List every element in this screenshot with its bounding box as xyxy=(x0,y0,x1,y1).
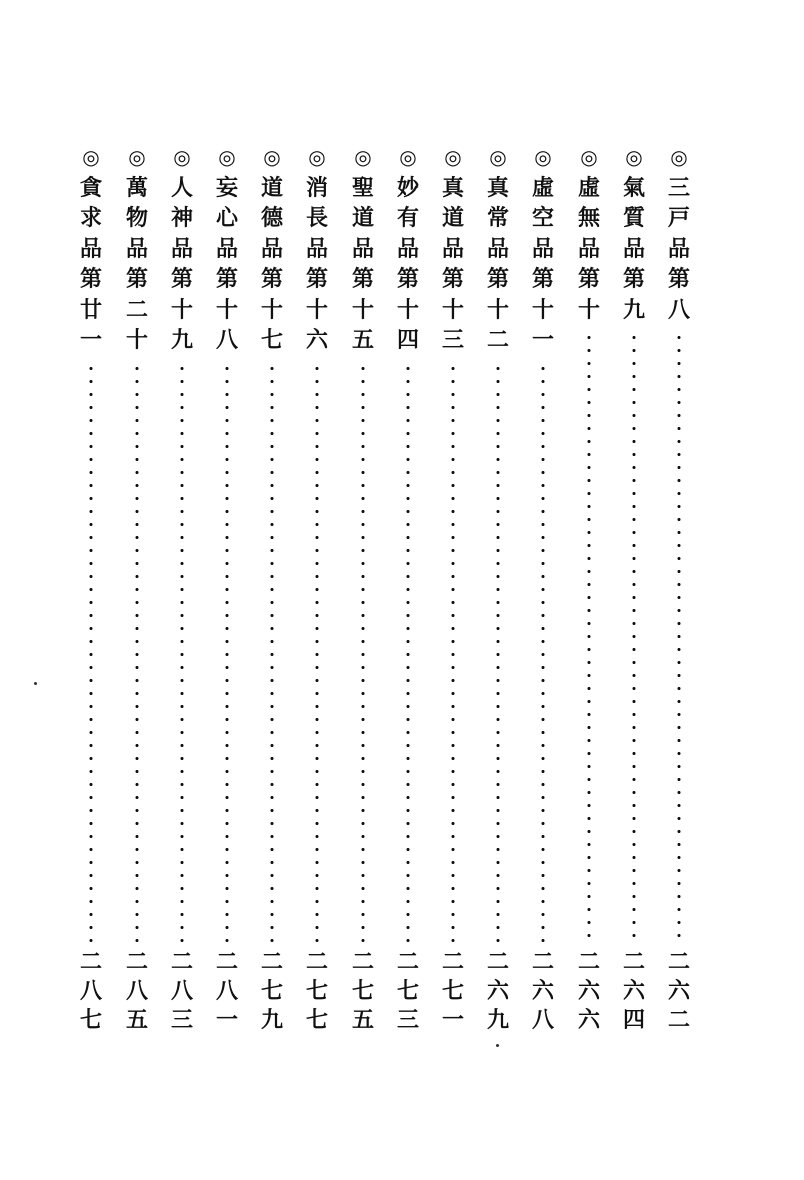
title-char: 十 xyxy=(170,296,193,323)
dot-leader xyxy=(587,331,591,942)
page-number-char: 九 xyxy=(486,1007,509,1033)
title-char: 有 xyxy=(396,205,419,231)
page-number-char: 七 xyxy=(351,978,374,1004)
title-char: 廿 xyxy=(79,296,102,323)
page-number-char: 二 xyxy=(577,949,600,975)
entry-title xyxy=(122,142,152,356)
dot-leader xyxy=(270,362,274,943)
bullet-mark: ◎ xyxy=(534,145,552,169)
entry-page-number xyxy=(302,948,332,1035)
title-char: 八 xyxy=(215,327,238,353)
bullet-mark: ◎ xyxy=(444,145,462,169)
title-char: 道 xyxy=(260,174,283,201)
page-number-char: 六 xyxy=(486,978,509,1004)
page-number-char: 二 xyxy=(531,949,554,975)
title-char: 求 xyxy=(79,205,102,231)
title-char: 氣 xyxy=(622,174,645,201)
bullet-mark: ◎ xyxy=(82,145,100,169)
title-char: 品 xyxy=(170,235,193,262)
title-char: 戸 xyxy=(667,205,690,231)
title-char: 七 xyxy=(260,327,283,353)
page-number-char: 二 xyxy=(215,949,238,975)
title-char: 質 xyxy=(622,205,645,231)
page-number-char: 八 xyxy=(215,978,238,1004)
page-number-char: 六 xyxy=(577,978,600,1004)
title-char: 品 xyxy=(396,235,419,262)
title-char: 第 xyxy=(622,266,645,292)
page-number-char: 六 xyxy=(531,978,554,1004)
title-char: 消 xyxy=(305,174,328,201)
title-char: 二 xyxy=(486,327,509,353)
title-char: 六 xyxy=(305,327,328,353)
title-char: 道 xyxy=(441,205,464,231)
dot-leader xyxy=(135,362,139,943)
toc-entry xyxy=(212,142,242,1032)
page-number-char: 三 xyxy=(396,1007,419,1033)
title-char: 品 xyxy=(667,235,690,262)
entry-title xyxy=(393,142,423,356)
title-char: 一 xyxy=(531,327,554,353)
title-char: 十 xyxy=(441,296,464,323)
title-char: 第 xyxy=(667,266,690,292)
entry-page-number xyxy=(76,948,106,1035)
title-char: 第 xyxy=(577,266,600,292)
toc-entry xyxy=(122,142,152,1032)
entry-title xyxy=(212,142,242,356)
page-number-char: 二 xyxy=(351,949,374,975)
title-char: 十 xyxy=(486,296,509,323)
title-char: 常 xyxy=(486,205,509,231)
title-char: 人 xyxy=(170,174,193,201)
entry-page-number xyxy=(528,948,558,1035)
entry-page-number xyxy=(664,948,694,1035)
dot-leader xyxy=(451,362,455,943)
title-char: 貪 xyxy=(79,174,102,201)
entry-page-number xyxy=(122,948,152,1035)
toc-entry xyxy=(257,142,287,1032)
toc-entry xyxy=(348,142,378,1032)
dot-leader xyxy=(315,362,319,943)
entry-page-number xyxy=(574,948,604,1035)
page-number-char: 八 xyxy=(170,978,193,1004)
page-number-char: 八 xyxy=(79,978,102,1004)
title-char: 三 xyxy=(667,174,690,201)
page-number-char: 二 xyxy=(486,949,509,975)
bullet-mark: ◎ xyxy=(128,145,146,169)
page-number-char: 八 xyxy=(125,978,148,1004)
bullet-mark: ◎ xyxy=(670,145,688,169)
title-char: 十 xyxy=(396,296,419,323)
bullet-mark: ◎ xyxy=(263,145,281,169)
title-char: 空 xyxy=(531,205,554,231)
entry-title xyxy=(438,142,468,356)
entry-page-number xyxy=(438,948,468,1035)
toc-entry xyxy=(438,142,468,1032)
title-char: 五 xyxy=(351,327,374,353)
title-char: 萬 xyxy=(125,174,148,201)
title-char: 十 xyxy=(215,296,238,323)
page-number-char: 六 xyxy=(577,1007,600,1033)
title-char: 品 xyxy=(125,235,148,262)
title-char: 第 xyxy=(170,266,193,292)
entry-page-number xyxy=(167,948,197,1035)
title-char: 神 xyxy=(170,205,193,231)
title-char: 一 xyxy=(79,327,102,353)
page-number-char: 二 xyxy=(667,1007,690,1033)
page-number-char: 七 xyxy=(260,978,283,1004)
title-char: 品 xyxy=(79,235,102,262)
entry-title xyxy=(302,142,332,356)
page-number-char: 二 xyxy=(667,949,690,975)
bullet-mark: ◎ xyxy=(308,145,326,169)
title-char: 無 xyxy=(577,205,600,231)
page-number-char: 二 xyxy=(396,949,419,975)
title-char: 第 xyxy=(125,266,148,292)
bullet-mark: ◎ xyxy=(489,145,507,169)
dot-leader xyxy=(225,362,229,943)
dot-leader xyxy=(496,362,500,943)
title-char: 十 xyxy=(531,296,554,323)
title-char: 虛 xyxy=(577,174,600,201)
entry-page-number xyxy=(483,948,513,1035)
title-char: 第 xyxy=(260,266,283,292)
page-number-char: 六 xyxy=(622,978,645,1004)
title-char: 品 xyxy=(260,235,283,262)
dot-leader xyxy=(406,362,410,943)
title-char: 品 xyxy=(622,235,645,262)
page-number-char: 七 xyxy=(396,978,419,1004)
page-number-char: 六 xyxy=(667,978,690,1004)
page-number-char: 二 xyxy=(170,949,193,975)
title-char: 第 xyxy=(305,266,328,292)
toc-entry xyxy=(574,142,604,1032)
bullet-mark: ◎ xyxy=(218,145,236,169)
toc-entry xyxy=(302,142,332,1032)
title-char: 第 xyxy=(486,266,509,292)
page-number-char: 五 xyxy=(351,1007,374,1033)
toc-entry xyxy=(393,142,423,1032)
title-char: 十 xyxy=(577,296,600,323)
page-number-char: 二 xyxy=(79,949,102,975)
title-char: 第 xyxy=(441,266,464,292)
title-char: 四 xyxy=(396,327,419,353)
page-number-char: 二 xyxy=(441,949,464,975)
entry-title xyxy=(483,142,513,356)
page-number-char: 三 xyxy=(170,1007,193,1033)
title-char: 妙 xyxy=(396,174,419,201)
title-char: 九 xyxy=(622,296,645,323)
title-char: 長 xyxy=(305,205,328,231)
title-char: 品 xyxy=(441,235,464,262)
title-char: 品 xyxy=(531,235,554,262)
title-char: 第 xyxy=(79,266,102,292)
toc-entry xyxy=(528,142,558,1032)
page-number-char: 五 xyxy=(125,1007,148,1033)
title-char: 十 xyxy=(351,296,374,323)
title-char: 真 xyxy=(441,174,464,201)
title-char: 九 xyxy=(170,327,193,353)
page-number-char: 四 xyxy=(622,1007,645,1033)
entry-page-number xyxy=(257,948,287,1035)
title-char: 品 xyxy=(351,235,374,262)
title-char: 品 xyxy=(215,235,238,262)
title-char: 虛 xyxy=(531,174,554,201)
title-char: 真 xyxy=(486,174,509,201)
title-char: 三 xyxy=(441,327,464,353)
entry-title xyxy=(257,142,287,356)
bullet-mark: ◎ xyxy=(173,145,191,169)
toc-entry xyxy=(167,142,197,1032)
title-char: 道 xyxy=(351,205,374,231)
entry-title xyxy=(528,142,558,356)
bullet-mark: ◎ xyxy=(580,145,598,169)
bullet-mark: ◎ xyxy=(354,145,372,169)
title-char: 十 xyxy=(305,296,328,323)
toc-entry xyxy=(619,142,649,1032)
page-number-char: 七 xyxy=(79,1007,102,1033)
page-number-char: 七 xyxy=(305,1007,328,1033)
title-char: 品 xyxy=(577,235,600,262)
entry-title xyxy=(167,142,197,356)
title-char: 物 xyxy=(125,205,148,231)
page-number-char: 九 xyxy=(260,1007,283,1033)
title-char: 第 xyxy=(531,266,554,292)
entry-page-number xyxy=(348,948,378,1035)
entry-title xyxy=(619,142,649,325)
entry-title xyxy=(664,142,694,325)
dot-leader xyxy=(677,331,681,942)
page-number-char: 二 xyxy=(260,949,283,975)
title-char: 品 xyxy=(305,235,328,262)
page-number-char: 一 xyxy=(441,1007,464,1033)
dot-leader xyxy=(541,362,545,943)
title-char: 十 xyxy=(260,296,283,323)
page-number-char: 八 xyxy=(531,1007,554,1033)
toc-entry xyxy=(76,142,106,1032)
entry-title xyxy=(76,142,106,356)
page-number-char: 七 xyxy=(441,978,464,1004)
title-char: 聖 xyxy=(351,174,374,201)
title-char: 十 xyxy=(125,327,148,353)
entry-page-number xyxy=(619,948,649,1035)
entry-page-number xyxy=(393,948,423,1035)
title-char: 品 xyxy=(486,235,509,262)
page-speck xyxy=(496,1044,499,1047)
title-char: 妄 xyxy=(215,174,238,201)
title-char: 第 xyxy=(215,266,238,292)
entry-title xyxy=(574,142,604,325)
title-char: 第 xyxy=(396,266,419,292)
title-char: 二 xyxy=(125,296,148,323)
entry-page-number xyxy=(212,948,242,1035)
toc-entry xyxy=(664,142,694,1032)
page-number-char: 二 xyxy=(622,949,645,975)
bullet-mark: ◎ xyxy=(625,145,643,169)
dot-leader xyxy=(89,362,93,943)
title-char: 第 xyxy=(351,266,374,292)
entry-title xyxy=(348,142,378,356)
title-char: 德 xyxy=(260,205,283,231)
page-number-char: 一 xyxy=(215,1007,238,1033)
bullet-mark: ◎ xyxy=(399,145,417,169)
dot-leader xyxy=(180,362,184,943)
page-number-char: 二 xyxy=(305,949,328,975)
title-char: 心 xyxy=(215,205,238,231)
page-number-char: 二 xyxy=(125,949,148,975)
dot-leader xyxy=(361,362,365,943)
page-speck xyxy=(34,682,37,685)
title-char: 八 xyxy=(667,296,690,323)
page-number-char: 七 xyxy=(305,978,328,1004)
dot-leader xyxy=(632,331,636,942)
toc-entry xyxy=(483,142,513,1032)
